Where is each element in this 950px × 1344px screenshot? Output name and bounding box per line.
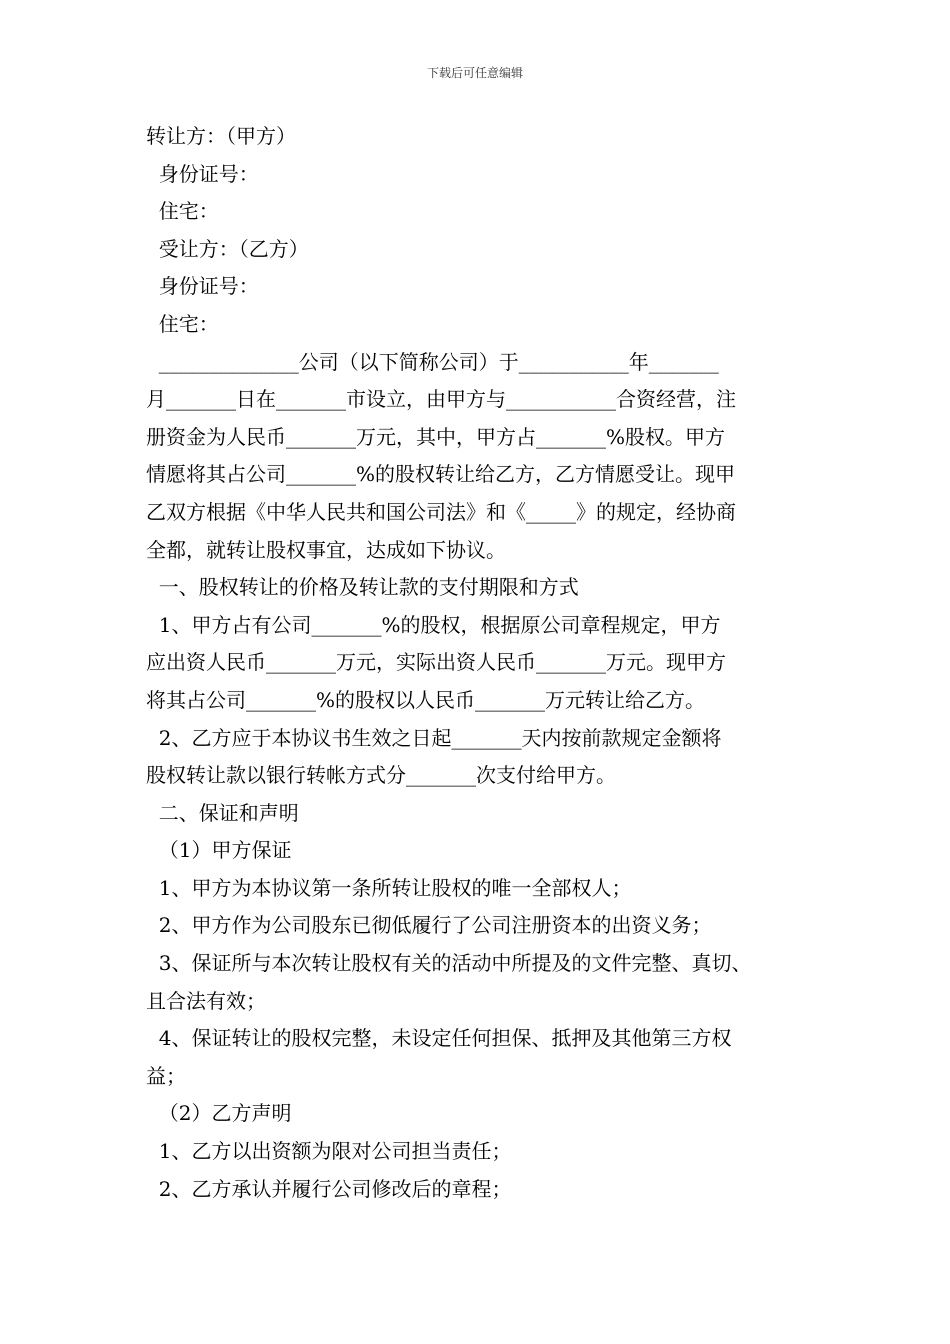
doc-line: 1、乙方以出资额为限对公司担当责任； (146, 1139, 512, 1164)
doc-line: 2、乙方承认并履行公司修改后的章程； (146, 1176, 512, 1201)
doc-line: 月_______日在_______市设立，由甲方与___________合资经营，注 (146, 387, 736, 412)
doc-line: 应出资人民币_______万元，实际出资人民币_______万元。现甲方 (146, 650, 726, 675)
doc-line: 1、甲方占有公司_______%的股权，根据原公司章程规定，甲方 (146, 612, 721, 637)
doc-line: 2、乙方应于本协议书生效之日起_______天内按前款规定金额将 (146, 725, 722, 750)
section-heading: 一、股权转让的价格及转让款的支付期限和方式 (146, 575, 579, 600)
doc-line: 情愿将其占公司_______%的股权转让给乙方，乙方情愿受让。现甲 (146, 462, 736, 487)
section-heading: 二、保证和声明 (146, 800, 299, 825)
subsection-heading: （1）甲方保证 (146, 838, 292, 863)
doc-line: 且合法有效； (146, 988, 266, 1013)
doc-line: 4、保证转让的股权完整，未设定任何担保、抵押及其他第三方权 (146, 1026, 732, 1051)
doc-line: ______________公司（以下简称公司）于___________年_______ (146, 349, 719, 374)
doc-line: 1、甲方为本协议第一条所转让股权的唯一全部权人； (146, 875, 632, 900)
doc-line: 册资金为人民币_______万元，其中，甲方占_______%股权。甲方 (146, 424, 726, 449)
doc-line: 全都，就转让股权事宜，达成如下协议。 (146, 537, 506, 562)
doc-line: 3、保证所与本次转让股权有关的活动中所提及的文件完整、真切、 (146, 951, 752, 976)
contract-body (146, 118, 814, 1208)
doc-line: 身份证号： (146, 274, 259, 299)
doc-line: 益； (146, 1063, 186, 1088)
doc-line: 身份证号： (146, 161, 259, 186)
doc-line: 受让方：（乙方） (146, 236, 309, 261)
doc-line: 股权转让款以银行转帐方式分_______次支付给甲方。 (146, 763, 616, 788)
doc-line: 将其占公司_______%的股权以人民币_______万元转让给乙方。 (146, 687, 706, 712)
doc-line: 住宅： (146, 311, 219, 336)
doc-line: 乙双方根据《中华人民共和国公司法》和《_____》的规定，经协商 (146, 499, 736, 524)
doc-line: 转让方：（甲方） (146, 124, 296, 148)
doc-line: 住宅： (146, 199, 219, 224)
subsection-heading: （2）乙方声明 (146, 1101, 292, 1126)
doc-line: 2、甲方作为公司股东已彻低履行了公司注册资本的出资义务； (146, 913, 712, 938)
page-header-note: 下载后可任意编辑 (426, 66, 523, 80)
